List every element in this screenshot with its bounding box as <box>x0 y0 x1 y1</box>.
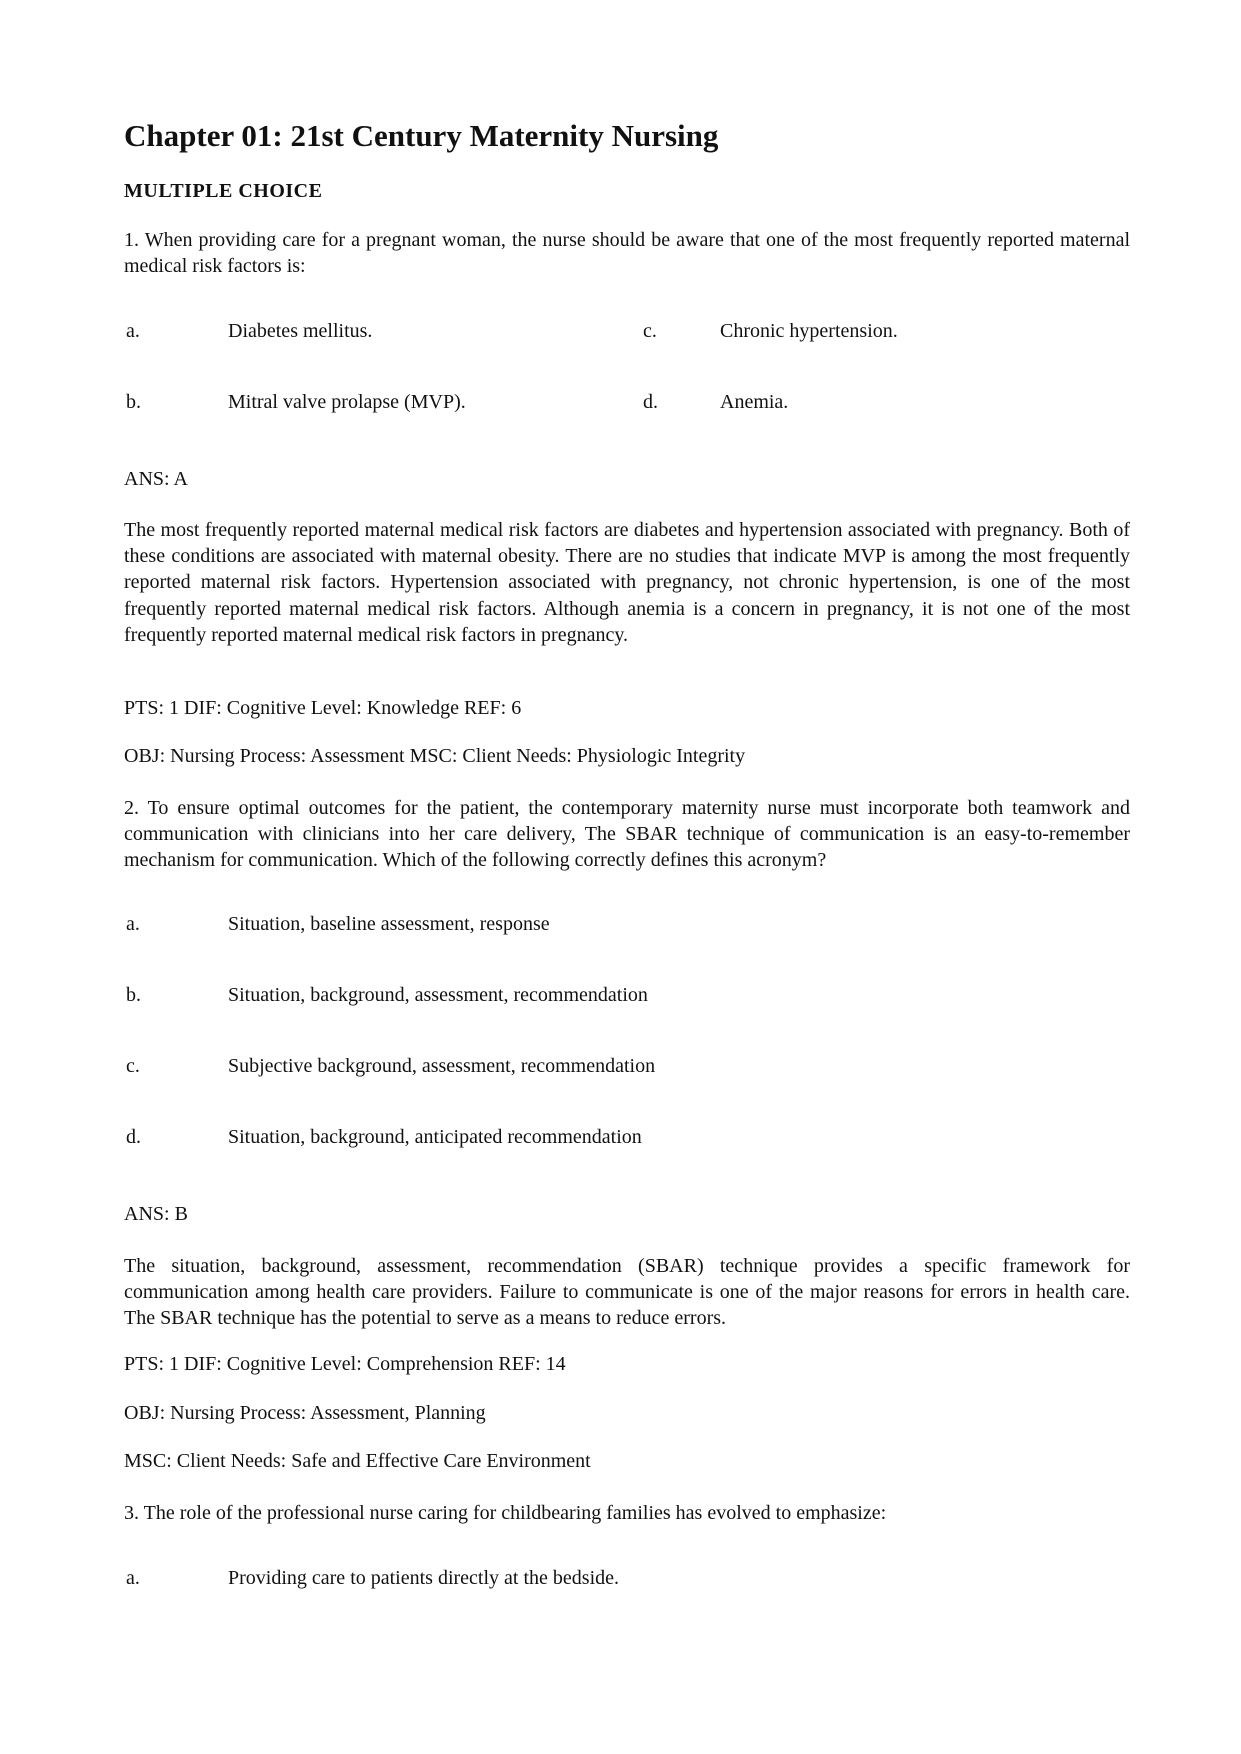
q1-option-c-letter: c. <box>643 320 657 342</box>
q2-option-c-text: Subjective background, assessment, recommendation <box>228 1055 656 1077</box>
q2-rationale: The situation, background, assessment, recommendation (SBAR) technique provides a specific framework for communication among health care providers. Failure to communicate is one of the major reasons for errors in health care. The SBAR technique has the potential to serve as a means to reduce errors. <box>124 1255 1130 1330</box>
q2-option-b-letter: b. <box>126 984 141 1006</box>
q1-meta-pts: PTS: 1 DIF: Cognitive Level: Knowledge REF: 6 <box>124 697 522 719</box>
section-heading: MULTIPLE CHOICE <box>124 180 323 202</box>
q1-option-b-text: Mitral valve prolapse (MVP). <box>228 391 466 413</box>
q2-option-d-text: Situation, background, anticipated recommendation <box>228 1126 642 1148</box>
q1-meta-obj: OBJ: Nursing Process: Assessment MSC: Client Needs: Physiologic Integrity <box>124 745 746 767</box>
q1-option-b-letter: b. <box>126 391 141 413</box>
q2-answer: ANS: B <box>124 1203 188 1225</box>
page-title: Chapter 01: 21st Century Maternity Nursing <box>124 118 719 153</box>
q1-option-a-letter: a. <box>126 320 140 342</box>
q1-option-a-text: Diabetes mellitus. <box>228 320 373 342</box>
q1-option-d-text: Anemia. <box>720 391 789 413</box>
q2-meta-pts: PTS: 1 DIF: Cognitive Level: Comprehension REF: 14 <box>124 1353 566 1375</box>
q3-option-a-text: Providing care to patients directly at the bedside. <box>228 1567 619 1589</box>
q1-rationale: The most frequently reported maternal medical risk factors are diabetes and hypertension associated with pregnancy. Both of these conditions are associated with maternal obesity. There are no studies that indicate MVP is among the most frequently reported maternal risk factors. Hypertension associated with pregnancy, not chronic hypertension, is one of the most frequently reported maternal medical risk factors. Although anemia is a concern in pregnancy, it is not one of the most frequently reported maternal medical risk factors in pregnancy. <box>124 519 1130 646</box>
q2-option-b-text: Situation, background, assessment, recommendation <box>228 984 648 1006</box>
q1-answer: ANS: A <box>124 468 188 490</box>
q2-meta-obj: OBJ: Nursing Process: Assessment, Planning <box>124 1402 486 1424</box>
q2-option-a-text: Situation, baseline assessment, response <box>228 913 550 935</box>
q3-option-a-letter: a. <box>126 1567 140 1589</box>
q2-option-a-letter: a. <box>126 913 140 935</box>
question-3-stem: 3. The role of the professional nurse caring for childbearing families has evolved to emphasize: <box>124 1502 887 1524</box>
q2-meta-msc: MSC: Client Needs: Safe and Effective Care Environment <box>124 1450 591 1472</box>
q1-option-c-text: Chronic hypertension. <box>720 320 898 342</box>
q2-option-c-letter: c. <box>126 1055 140 1077</box>
question-2-stem: 2. To ensure optimal outcomes for the patient, the contemporary maternity nurse must incorporate both teamwork and communication with clinicians into her care delivery, The SBAR technique of communication is an easy-to-remember mechanism for communication. Which of the following correctly defines this acronym? <box>124 797 1130 872</box>
q1-option-d-letter: d. <box>643 391 658 413</box>
q2-option-d-letter: d. <box>126 1126 141 1148</box>
question-1-stem: 1. When providing care for a pregnant woman, the nurse should be aware that one of the most frequently reported maternal medical risk factors is: <box>124 229 1130 278</box>
